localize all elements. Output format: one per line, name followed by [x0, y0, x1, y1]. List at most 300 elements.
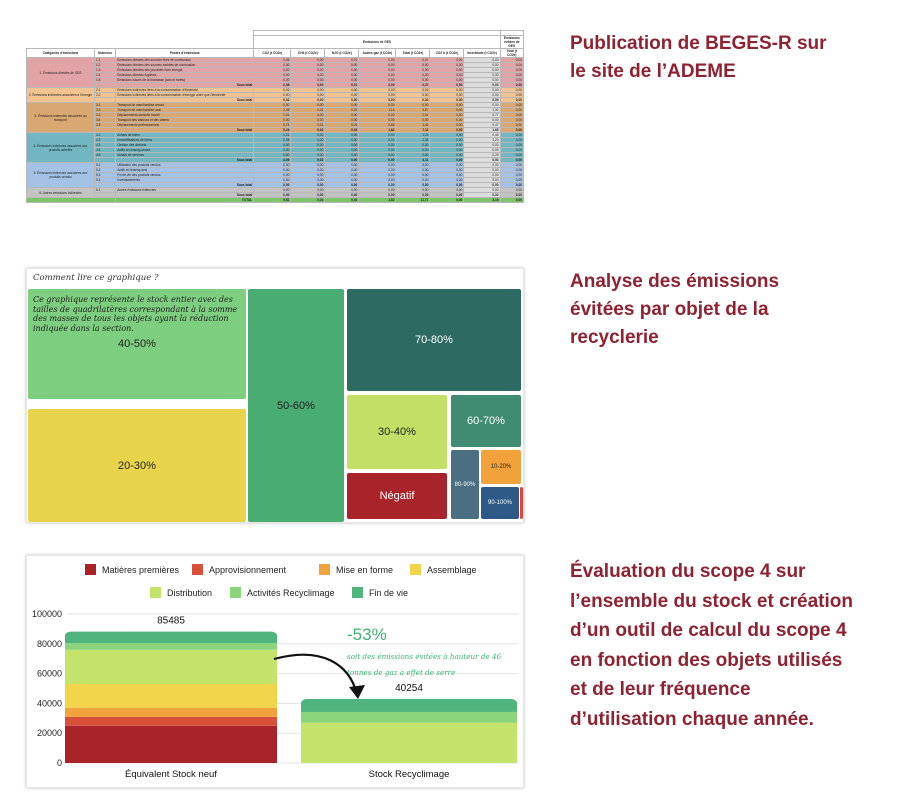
treemap-tile: 80-90% [451, 450, 479, 519]
caption-line: en fonction des objets utilisés [570, 649, 843, 671]
value-cell: 0,00 [325, 138, 359, 143]
y-tick-label: 100000 [31, 609, 62, 619]
value-cell: 0,00 [464, 98, 500, 103]
row-label: Déplacements professionnels [116, 123, 254, 128]
value-cell: 0,00 [291, 193, 325, 198]
value-cell: 0,00 [359, 103, 396, 108]
value-cell: 0,00 [325, 188, 359, 193]
value-cell: 0,00 [430, 148, 464, 153]
value-cell: 0,00 [500, 78, 523, 83]
subtotal-label: Sous total [116, 158, 254, 163]
row-label: Gestion des déchets [116, 143, 254, 148]
caption-line: Publication de BEGES-R sur [570, 33, 827, 54]
row-label: Émissions issues de la biomasse (sols et forêts) [116, 78, 254, 83]
value-cell: 0,00 [325, 118, 359, 123]
value-cell: 0,00 [325, 148, 359, 153]
value-cell: 0,00 [359, 163, 396, 168]
bar-cap [65, 632, 277, 640]
value-cell: 2,01 [396, 113, 430, 118]
row-label: Actifs en leasing aval [116, 168, 254, 173]
value-cell: 0,00 [359, 118, 396, 123]
value-cell: 0,00 [430, 113, 464, 118]
value-cell: 0,00 [500, 118, 523, 123]
caption-line: recyclerie [570, 327, 659, 348]
arrow-curve [274, 655, 357, 694]
row-number: 1.2 [94, 63, 115, 68]
value-cell: 3,67 [396, 108, 430, 113]
subtotal-label: Sous total [116, 83, 254, 88]
row-label: Émissions directes des sources fixes de combustion [116, 58, 254, 63]
value-cell: 0,00 [325, 78, 359, 83]
value-cell: 0,00 [254, 103, 291, 108]
value-cell: 0,00 [464, 188, 500, 193]
value-cell: 0,03 [464, 58, 500, 63]
caption-line: Évaluation du scope 4 sur [570, 561, 806, 582]
bar-segment [65, 650, 277, 684]
value-cell: 0,00 [396, 148, 430, 153]
row-label: Immobilisations de biens [116, 138, 254, 143]
value-cell: 0,00 [254, 148, 291, 153]
value-cell: 0,00 [500, 113, 523, 118]
row-number: 5.4 [94, 178, 115, 183]
row-label: Émissions indirectes liées à la consommation d'énergie autre que l'électricité [116, 93, 254, 98]
value-cell: 0,00 [500, 68, 523, 73]
reduction-percent: -53% [347, 625, 387, 644]
row-number: 1.3 [94, 68, 115, 73]
value-cell: 0,00 [359, 173, 396, 178]
value-cell: 0,00 [291, 73, 325, 78]
value-cell: 0,00 [396, 68, 430, 73]
value-cell: 0,00 [464, 148, 500, 153]
value-cell: 0,00 [464, 183, 500, 188]
row-label: Utilisation des produits vendus [116, 163, 254, 168]
value-cell: 0,29 [464, 153, 500, 158]
value-cell: 0,00 [359, 178, 396, 183]
value-cell: 0,04 [291, 198, 325, 203]
treemap-tile: 50-60% [248, 289, 344, 522]
value-cell: 0,00 [464, 193, 500, 198]
y-tick-label: 20000 [36, 728, 62, 739]
value-cell: 0,00 [500, 173, 523, 178]
legend-label: Distribution [167, 587, 213, 598]
group-header: Émissions de GES [254, 36, 500, 49]
row-label: Émissions directes fugitives [116, 73, 254, 78]
value-cell: 0,00 [500, 103, 523, 108]
bar-segment [65, 643, 277, 650]
value-cell: 0,00 [291, 88, 325, 93]
row-label: Émissions directes des sources mobiles de combustion [116, 63, 254, 68]
value-cell: 0,00 [359, 83, 396, 88]
value-cell: 0,02 [396, 98, 430, 103]
treemap-question: Comment lire ce graphique ? [33, 273, 159, 283]
subtotal-label: Sous total [116, 128, 254, 133]
value-cell: 0,00 [325, 173, 359, 178]
value-cell: 0,00 [359, 88, 396, 93]
category-cell: 4. Émissions indirectes associées aux produits achetés [27, 133, 95, 163]
value-cell: 0,00 [254, 163, 291, 168]
bar-total-label: 40254 [395, 683, 423, 695]
row-label: Transport des visiteurs et des clients [116, 118, 254, 123]
value-cell: 0,00 [430, 183, 464, 188]
value-cell: 9,81 [254, 198, 291, 203]
value-cell: 0,00 [464, 178, 500, 183]
value-cell: 0,00 [430, 78, 464, 83]
value-cell: 0,00 [359, 193, 396, 198]
value-cell: 0,00 [500, 163, 523, 168]
scope4-chart [27, 556, 525, 789]
category-cell: 3. Émissions indirectes associées au transport [27, 103, 95, 133]
row-label: Autres émissions indirectes [116, 188, 254, 193]
value-cell: 0,00 [291, 143, 325, 148]
bar-segment [65, 726, 277, 763]
legend-label: Approvisionnement [209, 564, 287, 575]
value-cell: 2,49 [254, 108, 291, 113]
caption-line: le site de l’ADEME [570, 61, 736, 82]
value-cell: 0,00 [359, 73, 396, 78]
value-cell: 2,08 [396, 138, 430, 143]
value-cell: 0,00 [500, 63, 523, 68]
value-cell: 0,00 [254, 93, 291, 98]
value-cell: 0,00 [430, 88, 464, 93]
scope4-chart-panel [26, 555, 524, 788]
subtotal-label: Sous total [116, 183, 254, 188]
value-cell: 0,00 [291, 68, 325, 73]
treemap-panel [26, 268, 524, 523]
bar-total-label: 85485 [157, 615, 185, 627]
value-cell: 0,00 [291, 113, 325, 118]
category-cell: 5. Émissions indirectes associées aux produits vendus [27, 163, 95, 188]
row-number: 5.2 [94, 168, 115, 173]
value-cell: 0,00 [430, 188, 464, 193]
value-cell: 0,00 [291, 138, 325, 143]
value-cell: 0,02 [254, 98, 291, 103]
value-cell: 0,00 [325, 113, 359, 118]
value-cell: 0,00 [359, 58, 396, 63]
value-cell: 0,00 [430, 193, 464, 198]
value-cell: 0,00 [359, 183, 396, 188]
legend-label: Mise en forme [336, 564, 394, 575]
value-cell: 0,00 [254, 178, 291, 183]
value-cell: 0,00 [325, 163, 359, 168]
value-cell: 0,00 [396, 118, 430, 123]
value-cell: 0,00 [291, 188, 325, 193]
value-cell: 0,00 [464, 78, 500, 83]
treemap-tile: 60-70% [451, 395, 521, 447]
value-cell: 0,00 [500, 133, 523, 138]
value-cell: 0,80 [396, 153, 430, 158]
value-cell: 0,00 [325, 133, 359, 138]
value-cell: 0,00 [325, 143, 359, 148]
caption-line: Analyse des émissions [570, 271, 780, 292]
value-cell: 0,00 [464, 68, 500, 73]
value-cell: 0,00 [500, 158, 523, 163]
value-cell: 0,00 [325, 68, 359, 73]
column-header: N2O (t CO2e) [325, 49, 359, 58]
caption-line: d’utilisation chaque année. [570, 708, 814, 730]
legend-label: Matières premières [102, 564, 180, 575]
row-number: 4.3 [94, 143, 115, 148]
row-number: 4.1 [94, 133, 115, 138]
value-cell: 0,00 [500, 153, 523, 158]
value-cell: 0,00 [464, 93, 500, 98]
value-cell: 0,00 [291, 93, 325, 98]
value-cell: 0,00 [396, 173, 430, 178]
bar-segment [301, 723, 517, 763]
value-cell: 0,00 [291, 103, 325, 108]
arrow-head [349, 685, 365, 699]
caption-treemap [570, 268, 895, 352]
value-cell: 0,00 [500, 148, 523, 153]
value-cell: 1,82 [359, 128, 396, 133]
value-cell: 4,09 [254, 158, 291, 163]
row-number: 2.2 [94, 93, 115, 98]
value-cell: 0,01 [325, 83, 359, 88]
value-cell: 0,00 [254, 173, 291, 178]
value-cell: 0,00 [359, 153, 396, 158]
value-cell: 0,00 [325, 178, 359, 183]
bar-segment [65, 717, 277, 726]
annotation-line: soit des émissions évitées à hauteur de 46 [347, 652, 502, 661]
value-cell: 0,00 [430, 58, 464, 63]
column-header: Incertitude (t CO2e) [464, 49, 500, 58]
row-label: Fin de vie des produits vendus [116, 173, 254, 178]
treemap-tile: 20-30% [28, 409, 246, 522]
value-cell: 0,00 [396, 103, 430, 108]
value-cell: 0,00 [430, 198, 464, 203]
value-cell: 0,00 [325, 63, 359, 68]
value-cell: 0,00 [396, 183, 430, 188]
value-cell: 0,00 [430, 173, 464, 178]
value-cell: 0,00 [325, 168, 359, 173]
value-cell: 7,11 [396, 128, 430, 133]
value-cell: 0,00 [396, 93, 430, 98]
row-number: 4.4 [94, 148, 115, 153]
value-cell: 0,00 [325, 158, 359, 163]
value-cell: 1,21 [254, 133, 291, 138]
value-cell: 0,00 [359, 158, 396, 163]
value-cell: 0,03 [464, 83, 500, 88]
value-cell: 0,00 [464, 103, 500, 108]
value-cell: 1,20 [464, 138, 500, 143]
values-banner: Valeurs calculées [254, 31, 500, 36]
value-cell: 0,00 [500, 193, 523, 198]
value-cell: 0,01 [291, 123, 325, 128]
value-cell: 0,00 [325, 193, 359, 198]
value-cell: 0,00 [430, 143, 464, 148]
value-cell: 11,71 [396, 198, 430, 203]
value-cell: 0,00 [325, 153, 359, 158]
value-cell: 0,00 [396, 168, 430, 173]
value-cell: 1,32 [464, 108, 500, 113]
treemap-explanation: Ce graphique représente le stock entier avec des tailles de quadrilatères correspondant à la somme des masses de tous les objets ayant la réduction indiquée dans la section. [33, 295, 238, 333]
value-cell: 0,44 [464, 133, 500, 138]
value-cell: 0,00 [359, 188, 396, 193]
value-cell: 0,00 [396, 188, 430, 193]
subtotal-label: Sous total [116, 98, 254, 103]
value-cell: 0,02 [325, 108, 359, 113]
y-tick-label: 80000 [36, 638, 62, 649]
value-cell: 1,16 [359, 108, 396, 113]
row-label: Transport de marchandise amont [116, 103, 254, 108]
value-cell: 0,00 [430, 68, 464, 73]
value-cell: 0,00 [359, 133, 396, 138]
column-header: Total (t CO2e) [396, 49, 430, 58]
avoided-header: Émissions évitées de GES [500, 36, 523, 49]
row-number: 3.1 [94, 103, 115, 108]
row-number: 2.1 [94, 88, 115, 93]
value-cell: 0,00 [500, 73, 523, 78]
value-cell: 0,02 [254, 88, 291, 93]
value-cell: 0,00 [359, 168, 396, 173]
column-header: Autres gaz (t CO2e) [359, 49, 396, 58]
value-cell: 0,00 [291, 83, 325, 88]
value-cell: 0,00 [500, 58, 523, 63]
value-cell: 0,00 [291, 173, 325, 178]
value-cell: 0,00 [396, 73, 430, 78]
column-header: CO2 b (t CO2e) [430, 49, 464, 58]
value-cell: 0,00 [291, 163, 325, 168]
treemap-tile: 10-20% [481, 450, 521, 484]
value-cell: 0,00 [291, 178, 325, 183]
table-cell [27, 198, 116, 203]
row-label: Émissions indirectes liées à la consommation d'électricité [116, 88, 254, 93]
subtotal-label: Sous total [116, 193, 254, 198]
value-cell: 0,00 [254, 188, 291, 193]
value-cell: 0,00 [291, 98, 325, 103]
row-number: 3.4 [94, 118, 115, 123]
value-cell: 0,00 [464, 173, 500, 178]
row-label: Actifs en leasing amont [116, 148, 254, 153]
table-cell [27, 36, 254, 49]
beges-table-panel [26, 30, 524, 240]
value-cell: 0,00 [430, 163, 464, 168]
value-cell: 4,11 [396, 158, 430, 163]
value-cell: 0,00 [325, 98, 359, 103]
value-cell: 0,47 [396, 83, 430, 88]
value-cell: 0,00 [500, 198, 523, 203]
y-tick-label: 0 [56, 758, 62, 768]
value-cell: 0,02 [291, 158, 325, 163]
value-cell: 2,08 [254, 138, 291, 143]
row-number: 1.4 [94, 73, 115, 78]
value-cell: 0,01 [325, 123, 359, 128]
bar-segment [301, 712, 517, 723]
value-cell: 0,74 [254, 123, 291, 128]
value-cell: 0,00 [359, 113, 396, 118]
row-number: 3.5 [94, 123, 115, 128]
value-cell: 0,00 [500, 88, 523, 93]
value-cell: 0,00 [325, 103, 359, 108]
row-number: 5.1 [94, 163, 115, 168]
value-cell: 0,00 [464, 143, 500, 148]
value-cell: 0,00 [254, 78, 291, 83]
category-label: Équivalent Stock neuf [125, 769, 217, 780]
value-cell: 0,00 [430, 83, 464, 88]
value-cell: 0,00 [430, 108, 464, 113]
value-cell: 0,00 [500, 168, 523, 173]
value-cell: 0,00 [291, 153, 325, 158]
value-cell: 0,00 [254, 183, 291, 188]
row-number: 4.2 [94, 138, 115, 143]
value-cell: 0,00 [359, 148, 396, 153]
value-cell: 0,01 [325, 58, 359, 63]
value-cell: 0,00 [500, 188, 523, 193]
column-header: CO2 (t CO2e) [254, 49, 291, 58]
value-cell: 0,00 [359, 68, 396, 73]
value-cell: 5,24 [254, 128, 291, 133]
grand-total-label: TOTAL [116, 198, 254, 203]
value-cell: 0,80 [254, 153, 291, 158]
value-cell: 0,66 [359, 123, 396, 128]
value-cell: 0,00 [464, 168, 500, 173]
beges-table [26, 30, 524, 203]
treemap-tile: 30-40% [347, 395, 447, 469]
value-cell: 0,00 [500, 143, 523, 148]
row-number: 1.5 [94, 78, 115, 83]
value-cell: 0,00 [396, 163, 430, 168]
value-cell: 0,00 [500, 178, 523, 183]
value-cell: 1,82 [359, 198, 396, 203]
value-cell: 0,00 [430, 73, 464, 78]
value-cell: 0,00 [430, 133, 464, 138]
value-cell: 0,00 [396, 143, 430, 148]
value-cell: 0,00 [291, 58, 325, 63]
value-cell: 0,00 [430, 118, 464, 123]
value-cell: 0,02 [291, 128, 325, 133]
value-cell: 0,00 [464, 118, 500, 123]
value-cell: 0,77 [464, 113, 500, 118]
treemap-tile: 40-50% [28, 289, 246, 399]
row-label: Transport de marchandise aval [116, 108, 254, 113]
value-cell: 0,00 [500, 183, 523, 188]
value-cell: 0,00 [430, 158, 464, 163]
value-cell: 2,01 [254, 113, 291, 118]
treemap-tile: 70-80% [347, 289, 521, 391]
value-cell: 0,04 [325, 198, 359, 203]
value-cell: 0,00 [396, 193, 430, 198]
value-cell: 0,00 [396, 78, 430, 83]
value-cell: 0,00 [500, 83, 523, 88]
value-cell: 0,00 [500, 138, 523, 143]
column-header: Catégories d'émissions [27, 49, 95, 58]
treemap-tile [520, 487, 523, 519]
value-cell: 0,00 [464, 88, 500, 93]
value-cell: 0,00 [430, 168, 464, 173]
category-cell: 1. Émissions directes de GES [27, 58, 95, 88]
value-cell: 0,00 [464, 163, 500, 168]
value-cell: 0,00 [430, 93, 464, 98]
value-cell: 0,00 [430, 138, 464, 143]
row-label: Investissements [116, 178, 254, 183]
value-cell: 0,00 [430, 128, 464, 133]
y-tick-label: 40000 [36, 698, 62, 709]
column-header: CH4 (t CO2e) [291, 49, 325, 58]
category-cell: 2. Émissions indirectes associées à l'énergie [27, 88, 95, 103]
value-cell: 0,00 [430, 103, 464, 108]
value-cell: 0,00 [359, 143, 396, 148]
value-cell: 0,00 [325, 183, 359, 188]
value-cell: 0,00 [396, 63, 430, 68]
value-cell: 1,65 [464, 128, 500, 133]
value-cell: 0,03 [325, 128, 359, 133]
bar-cap [301, 699, 517, 707]
value-cell: 0,00 [464, 63, 500, 68]
row-label: Déplacements domicile travail [116, 113, 254, 118]
row-label: Émissions directes des procédés hors énergie [116, 68, 254, 73]
value-cell: 0,00 [500, 123, 523, 128]
value-cell: 1,42 [396, 123, 430, 128]
value-cell: 0,00 [500, 128, 523, 133]
